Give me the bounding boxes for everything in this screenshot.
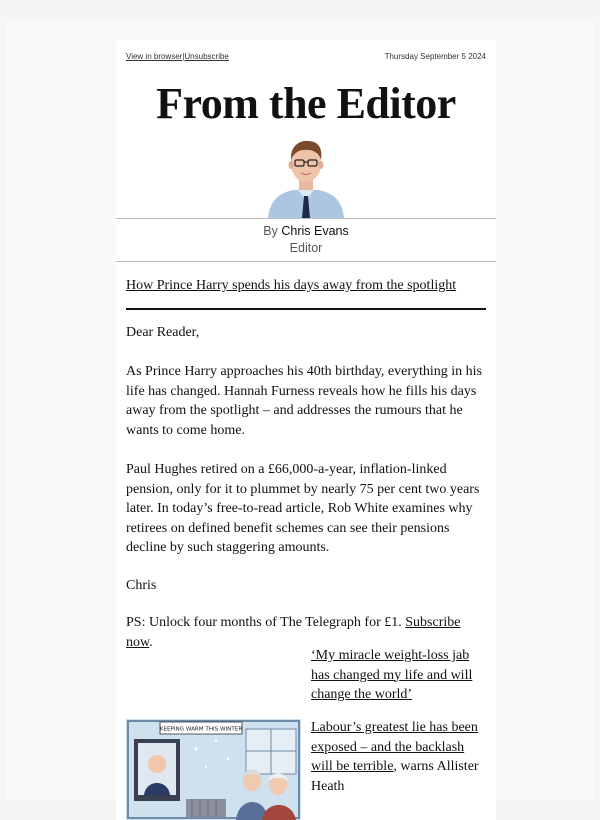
divider-headline [126,308,486,310]
email-column [116,40,496,820]
story-item [311,646,489,705]
masthead-title: From the Editor [156,79,456,128]
divider-top [116,218,496,219]
story-item [311,718,489,796]
letter-paragraph-1: As Prince Harry approaches his 40th birthday, everything in his life has changed. Hannah Furness reveals how he fills his days away from the spotlight – and addresses the rumours that he wants to come home. [126,364,483,438]
divider-byline [116,261,496,262]
letter-paragraph-2: Paul Hughes retired on a £66,000-a-year, inflation-linked pension, only for it to plummet by nearly 75 per cent two years later. In today’s free-to-read article, Rob White examines why retirees on defined benefit schemes can see their pensions decline by such staggering amounts. [126,462,480,555]
ps-text: PS: Unlock four months of The Telegraph for £1. [126,615,406,630]
email-background [6,20,594,800]
topbar-links [126,52,229,61]
byline-name: Chris Evans [281,224,349,238]
story-rest: , warns Allister Heath [311,759,479,794]
story-link[interactable]: ‘My miracle weight-loss jab has changed my life and will change the world’ [311,648,473,702]
ps-end: . [149,634,153,650]
topbar [126,52,486,66]
editor-portrait [264,132,348,218]
byline-prefix: By [263,224,278,238]
view-in-browser-link[interactable]: View in browser [126,52,183,61]
lead-headline-link[interactable]: How Prince Harry spends his days away from the spotlight [126,278,457,293]
link-separator: | [182,52,185,61]
story-link[interactable]: Labour’s greatest lie has been exposed – and the backlash will be terrible [311,720,478,774]
letter-signoff: Chris [126,578,157,593]
byline-role: Editor [289,241,323,255]
cartoon-image[interactable] [126,719,301,820]
byline [116,224,496,238]
cartoon-sign-text: KEEPING WARM THIS WINTER [159,726,243,733]
letter-greeting: Dear Reader, [126,325,200,340]
unsubscribe-link[interactable]: Unsubscribe [184,52,229,61]
subscribe-now-link[interactable]: Subscribe now [126,615,461,650]
issue-date: Thursday September 5 2024 [384,52,486,61]
